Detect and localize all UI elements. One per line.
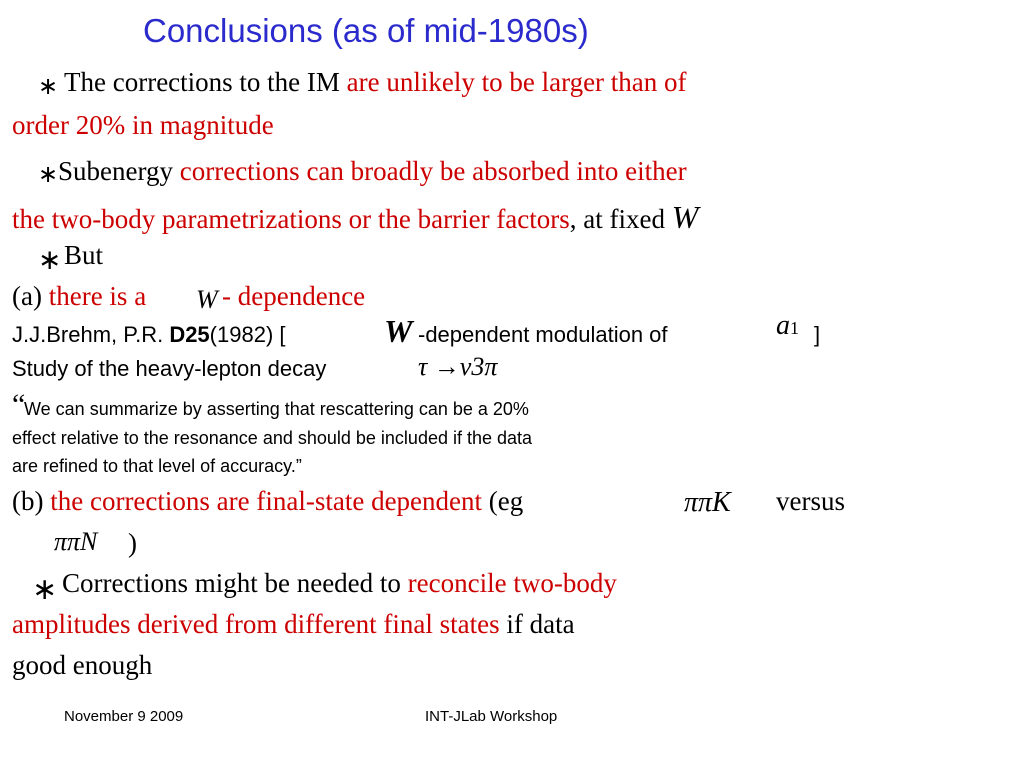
bullet-2-line-2 xyxy=(12,199,698,236)
item-b-highlight: the corrections are final-state dependent xyxy=(50,486,483,516)
bullet-4-line-3: good enough xyxy=(12,650,153,680)
math-pipiN: ππN xyxy=(54,527,98,556)
item-b-prefix: (b) xyxy=(12,486,51,516)
bullet-4-text: Corrections might be needed to xyxy=(62,568,408,598)
close-paren: ) xyxy=(128,528,137,558)
slide-title: Conclusions (as of mid-1980s) xyxy=(143,12,589,49)
bullet-2-line-1 xyxy=(58,156,687,187)
ref-year: (1982) [ xyxy=(209,322,286,347)
item-a-highlight: there is a xyxy=(48,281,147,311)
math-W: W xyxy=(671,199,699,235)
ref-modulation: -dependent modulation of xyxy=(418,322,668,347)
star-bullet-icon: ∗ xyxy=(38,243,62,276)
bullet-4-text-2: if data xyxy=(499,609,575,639)
ref-authors: J.J.Brehm, P.R. xyxy=(12,322,170,347)
item-b-line xyxy=(12,486,523,517)
item-a-highlight-2: - dependence xyxy=(222,281,366,311)
math-pipiK: ππK xyxy=(684,487,731,518)
quote-line-2: effect relative to the resonance and should be included if the data xyxy=(12,428,533,448)
bullet-3-text: But xyxy=(64,240,104,270)
bullet-2-text: Subenergy xyxy=(58,156,180,186)
quote-open-mark: “ xyxy=(12,388,26,421)
footer-event: INT-JLab Workshop xyxy=(425,708,558,725)
bullet-1-text: The corrections to the IM xyxy=(64,67,347,97)
reference-line xyxy=(12,322,286,348)
bullet-1-line-2: order 20% in magnitude xyxy=(12,110,274,140)
bullet-2-highlight: corrections can broadly be absorbed into either xyxy=(179,156,687,186)
quote-line-1: We can summarize by asserting that rescattering can be a 20% xyxy=(24,399,529,419)
bullet-2-highlight-2: the two-body parametrizations or the barrier factors xyxy=(12,204,570,234)
bullet-4-highlight: reconcile two-body xyxy=(407,568,617,598)
bullet-1-highlight: are unlikely to be larger than of xyxy=(346,67,687,97)
quote-line-3: are refined to that level of accuracy.” xyxy=(12,456,302,476)
bullet-2-text-2: , at fixed xyxy=(569,204,672,234)
bullet-4-highlight-2: amplitudes derived from different final states xyxy=(12,609,500,639)
math-W: W xyxy=(384,313,413,349)
math-a1 xyxy=(776,310,799,342)
item-b-text: (eg xyxy=(482,486,524,516)
ref-volume: D25 xyxy=(169,322,210,347)
star-bullet-icon: ∗ xyxy=(32,572,58,607)
bullet-1-line-1 xyxy=(64,67,687,98)
math-decay: τ →ν3π xyxy=(418,352,498,381)
star-bullet-icon: ∗ xyxy=(38,160,59,188)
math-W: W xyxy=(196,285,218,314)
item-a-line xyxy=(12,281,146,312)
bullet-4-line-1 xyxy=(62,568,617,599)
bullet-4-line-2 xyxy=(12,609,575,640)
item-a-prefix: (a) xyxy=(12,281,49,311)
study-line: Study of the heavy-lepton decay xyxy=(12,356,327,381)
a1-symbol: a xyxy=(776,310,790,341)
star-bullet-icon: ∗ xyxy=(38,72,59,100)
ref-close-bracket: ] xyxy=(814,322,821,347)
a1-subscript: 1 xyxy=(790,318,799,338)
versus-text: versus xyxy=(776,486,845,516)
footer-date: November 9 2009 xyxy=(64,708,184,725)
